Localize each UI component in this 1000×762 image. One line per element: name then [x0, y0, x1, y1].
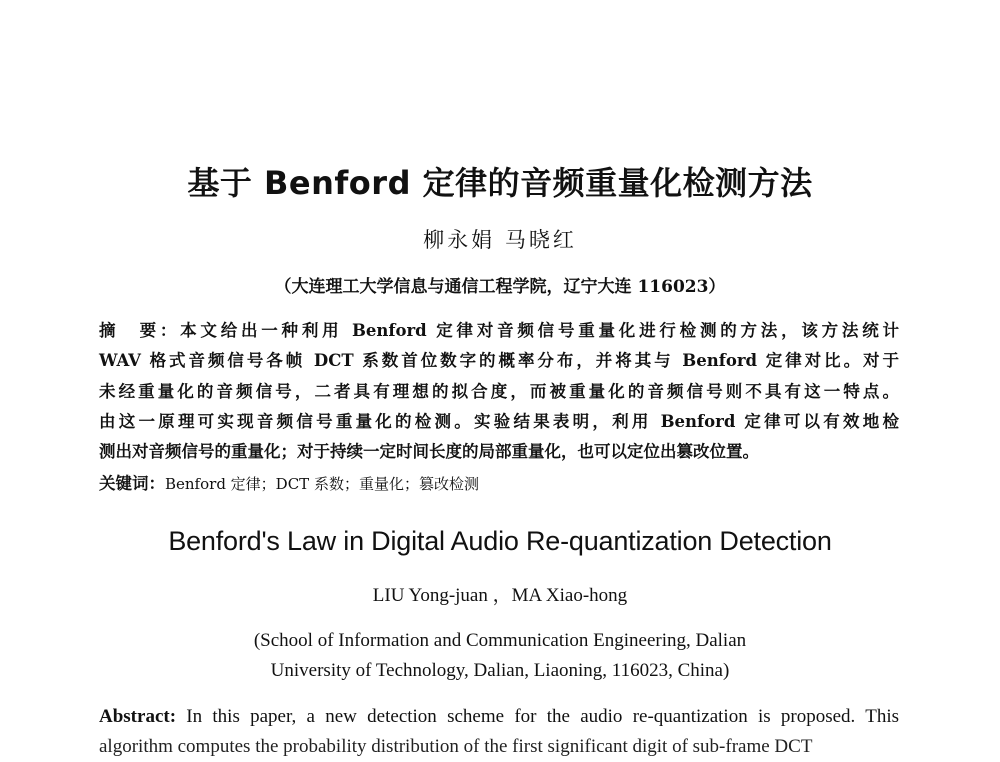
- chinese-title: 基于 Benford 定律的音频重量化检测方法: [187, 164, 813, 202]
- chinese-affiliation: （大连理工大学信息与通信工程学院，辽宁大连 116023）: [274, 277, 726, 297]
- chinese-keywords-label: 关键词：: [99, 474, 165, 493]
- english-abstract: [99, 702, 899, 732]
- chinese-authors: 柳永娟 马晓红: [423, 228, 577, 252]
- english-affiliation-line: University of Technology, Dalian, Liaoning, 116023, China): [270, 660, 730, 681]
- chinese-abstract-line: 测出对音频信号的重量化；对于持续一定时间长度的局部重量化，也可以定位出篡改位置。: [99, 442, 759, 462]
- chinese-abstract: [99, 316, 899, 467]
- chinese-keywords-text: Benford 定律；DCT 系数；重量化；篡改检测: [165, 475, 479, 493]
- english-authors: LIU Yong-juan ，MA Xiao-hong: [372, 585, 628, 606]
- english-affiliation-line: (School of Information and Communication Engineering, Dalian: [253, 630, 747, 651]
- english-affiliation: [0, 626, 1000, 686]
- english-abstract-label: Abstract:: [99, 706, 177, 727]
- english-abstract-cut-line: algorithm computes the probability distribution of the first significant digit of sub-frame DCT: [99, 736, 813, 757]
- chinese-keywords: [99, 470, 479, 494]
- chinese-abstract-line: [99, 316, 899, 346]
- chinese-abstract-line: 由这一原理可实现音频信号重量化的检测。实验结果表明，利用 Benford 定律可以有效地检: [99, 411, 899, 431]
- chinese-abstract-text: 本文给出一种利用 Benford 定律对音频信号重量化进行检测的方法，该方法统计: [180, 321, 900, 340]
- english-abstract-text: In this paper, a new detection scheme for the audio re-quantization is proposed. This: [186, 706, 899, 727]
- chinese-abstract-line: 未经重量化的音频信号，二者具有理想的拟合度，而被重量化的音频信号则不具有这一特点。: [99, 381, 899, 401]
- english-title: Benford's Law in Digital Audio Re-quantization Detection: [168, 526, 832, 556]
- chinese-abstract-line: WAV 格式音频信号各帧 DCT 系数首位数字的概率分布，并将其与 Benford 定律对比。对于: [99, 351, 899, 371]
- chinese-abstract-label: 摘 要：: [99, 321, 181, 340]
